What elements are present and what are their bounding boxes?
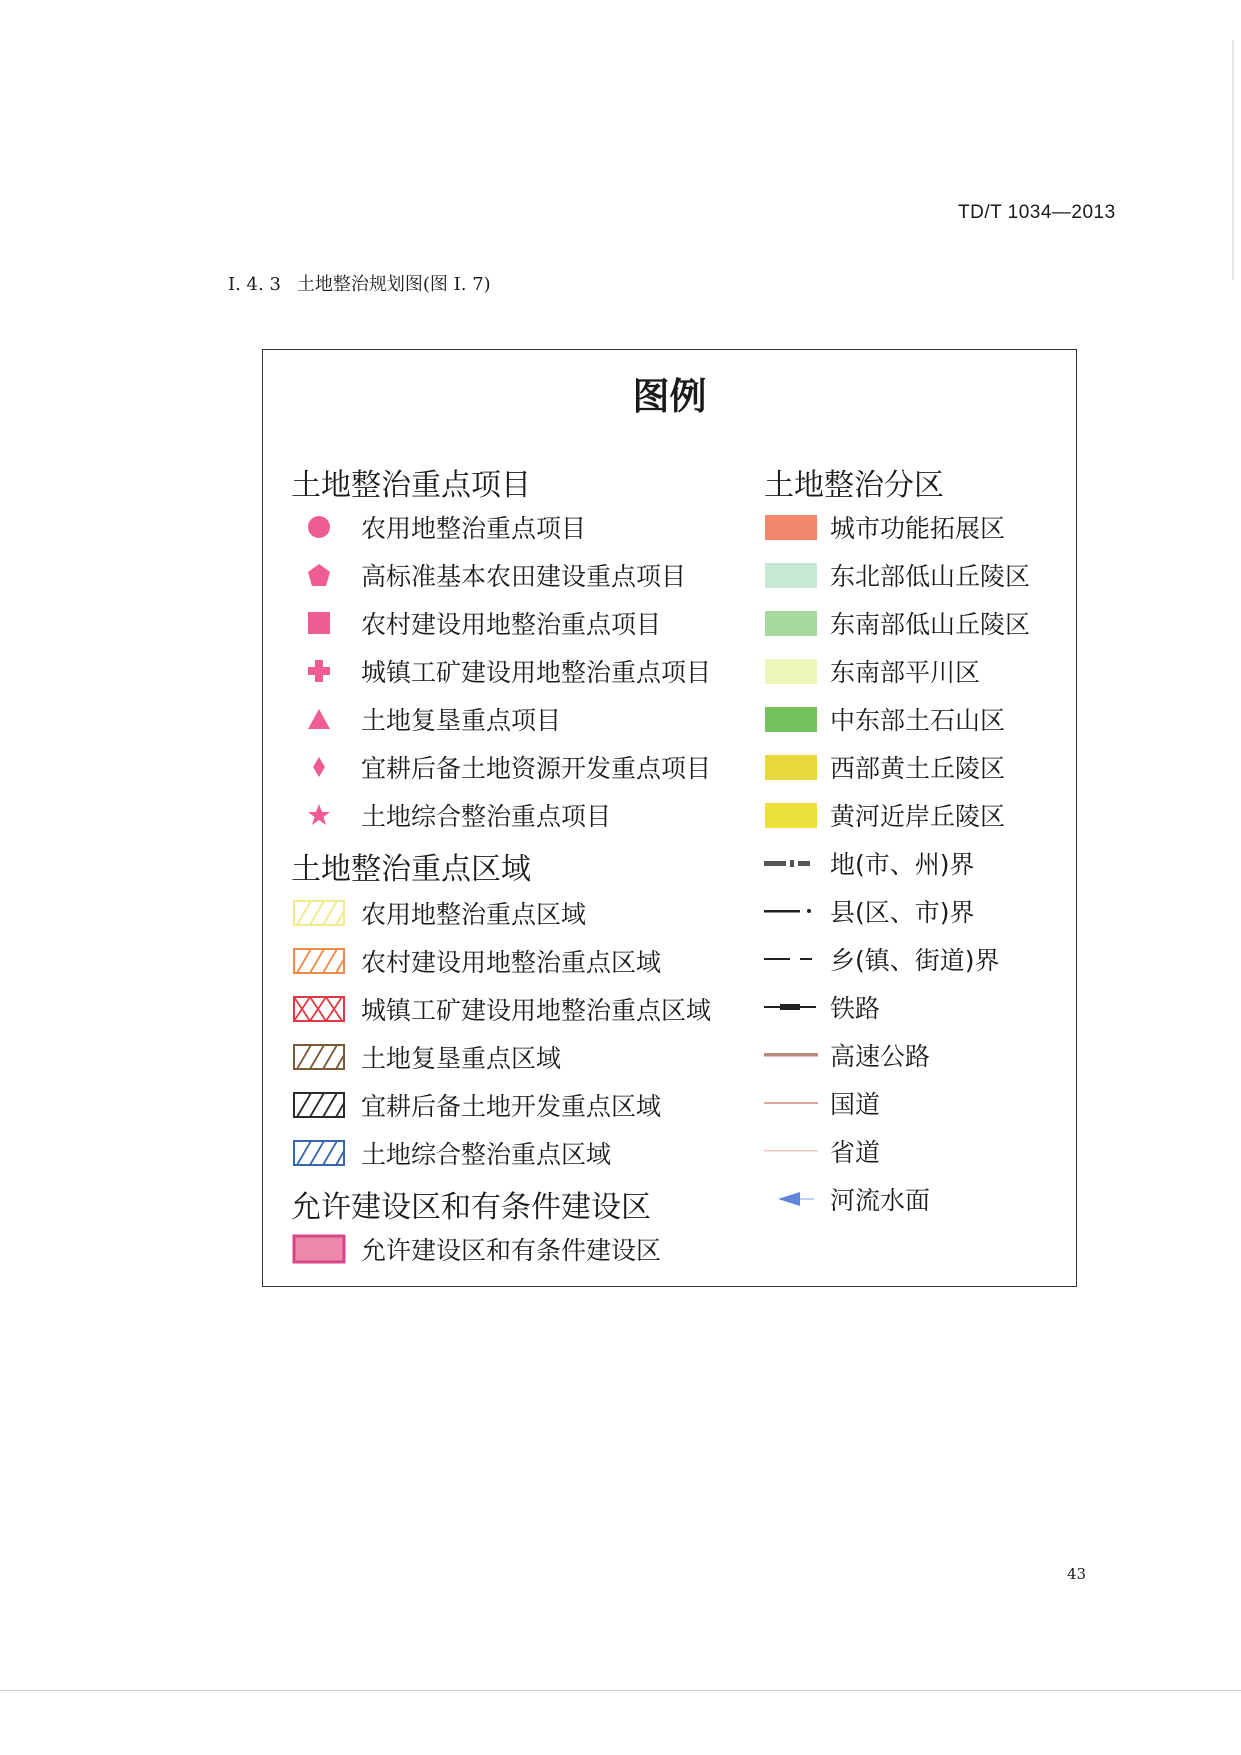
color-swatch-icon [764,563,818,588]
legend-item [764,700,1005,738]
legend-item [291,1230,661,1268]
national-road-icon [764,1096,818,1110]
legend-item [764,940,1000,978]
legend-item [291,508,586,546]
legend-item-label: 城镇工矿建设用地整治重点区域 [361,996,712,1025]
legend-item [764,844,975,882]
legend-item-label: 国道 [830,1090,881,1119]
legend-item [764,556,1030,594]
legend-item-label: 东北部低山丘陵区 [830,562,1031,591]
brown-hatch-icon [291,1044,347,1070]
circle-icon [291,514,347,540]
legend-item-label: 高速公路 [830,1042,931,1071]
legend-item [764,1036,930,1074]
legend-item-label: 宜耕后备土地开发重点区域 [361,1092,662,1121]
expressway-icon [764,1048,818,1062]
legend-item-label: 土地复垦重点区域 [361,1044,562,1073]
legend-item [291,1134,611,1172]
legend-item-label: 城市功能拓展区 [830,514,1006,543]
legend-item [291,990,711,1028]
group-heading-key-projects: 土地整治重点项目 [291,468,531,503]
diamond-icon [291,754,347,780]
red-crosshatch-icon [291,996,347,1022]
color-swatch-icon [764,515,818,540]
legend-item-label: 农用地整治重点项目 [361,514,587,543]
legend-item [764,604,1030,642]
color-swatch-icon [764,755,818,780]
legend-item [291,652,711,690]
legend-item [291,1038,561,1076]
legend-item-label: 地(市、州)界 [830,850,975,879]
legend-title: 图例 [632,375,707,418]
legend-item-label: 河流水面 [830,1186,931,1215]
section-number: I. 4. 3 [228,274,281,295]
legend-item [291,556,686,594]
legend-item [764,748,1005,786]
legend-item [764,1180,930,1218]
legend-item-label: 土地综合整治重点区域 [361,1140,612,1169]
legend-item-label: 铁路 [830,994,881,1023]
orange-hatch-icon [291,948,347,974]
legend-item-label: 宜耕后备土地资源开发重点项目 [361,754,712,783]
legend-item-label: 黄河近岸丘陵区 [830,802,1006,831]
legend-item [764,796,1005,834]
river-icon [764,1189,818,1209]
legend-item-label: 东南部平川区 [830,658,981,687]
page-number: 43 [1067,1565,1087,1583]
color-swatch-icon [764,611,818,636]
legend-item [291,604,661,642]
legend-item [764,508,1005,546]
legend-item-label: 农村建设用地整治重点项目 [361,610,662,639]
legend-item [764,892,975,930]
legend-item-label: 城镇工矿建设用地整治重点项目 [361,658,712,687]
pink-zone-swatch-icon [291,1234,347,1264]
legend-item-label: 高标准基本农田建设重点项目 [361,562,687,591]
legend-item [764,988,880,1026]
legend-item-label: 允许建设区和有条件建设区 [361,1236,662,1265]
legend-item [291,1086,661,1124]
legend-item-label: 县(区、市)界 [830,898,975,927]
county-boundary-icon [764,904,818,918]
group-heading-allowed-zone: 允许建设区和有条件建设区 [291,1190,651,1225]
township-boundary-icon [764,952,818,966]
legend-item [764,1084,880,1122]
legend-item-label: 中东部土石山区 [830,706,1006,735]
legend-item [291,894,586,932]
railway-icon [764,1000,818,1014]
legend-item [291,796,611,834]
legend-box [262,349,1077,1287]
section-heading [228,270,491,296]
square-icon [291,610,347,636]
section-title: 土地整治规划图(图 I. 7) [296,274,491,295]
page-bottom-edge [0,1690,1241,1691]
legend-item [291,700,561,738]
prefecture-boundary-icon [764,856,818,870]
black-hatch-icon [291,1092,347,1118]
yellow-hatch-icon [291,900,347,926]
cross-icon [291,658,347,684]
legend-item-label: 东南部低山丘陵区 [830,610,1031,639]
page-edge [1232,40,1234,280]
group-heading-zoning: 土地整治分区 [764,468,944,503]
blue-hatch-icon [291,1140,347,1166]
group-heading-key-areas: 土地整治重点区域 [291,852,531,887]
color-swatch-icon [764,659,818,684]
pentagon-icon [291,562,347,588]
color-swatch-icon [764,803,818,828]
star-icon [291,802,347,828]
legend-item-label: 土地综合整治重点项目 [361,802,612,831]
legend-item-label: 省道 [830,1138,881,1167]
document-code: TD/T 1034—2013 [958,202,1116,223]
legend-item [291,942,661,980]
provincial-road-icon [764,1144,818,1158]
legend-item [291,748,711,786]
legend-item [764,1132,880,1170]
legend-item-label: 乡(镇、街道)界 [830,946,1000,975]
legend-item-label: 西部黄土丘陵区 [830,754,1006,783]
legend-item-label: 农村建设用地整治重点区域 [361,948,662,977]
legend-item-label: 农用地整治重点区域 [361,900,587,929]
color-swatch-icon [764,707,818,732]
legend-item [764,652,980,690]
triangle-icon [291,706,347,732]
legend-item-label: 土地复垦重点项目 [361,706,562,735]
